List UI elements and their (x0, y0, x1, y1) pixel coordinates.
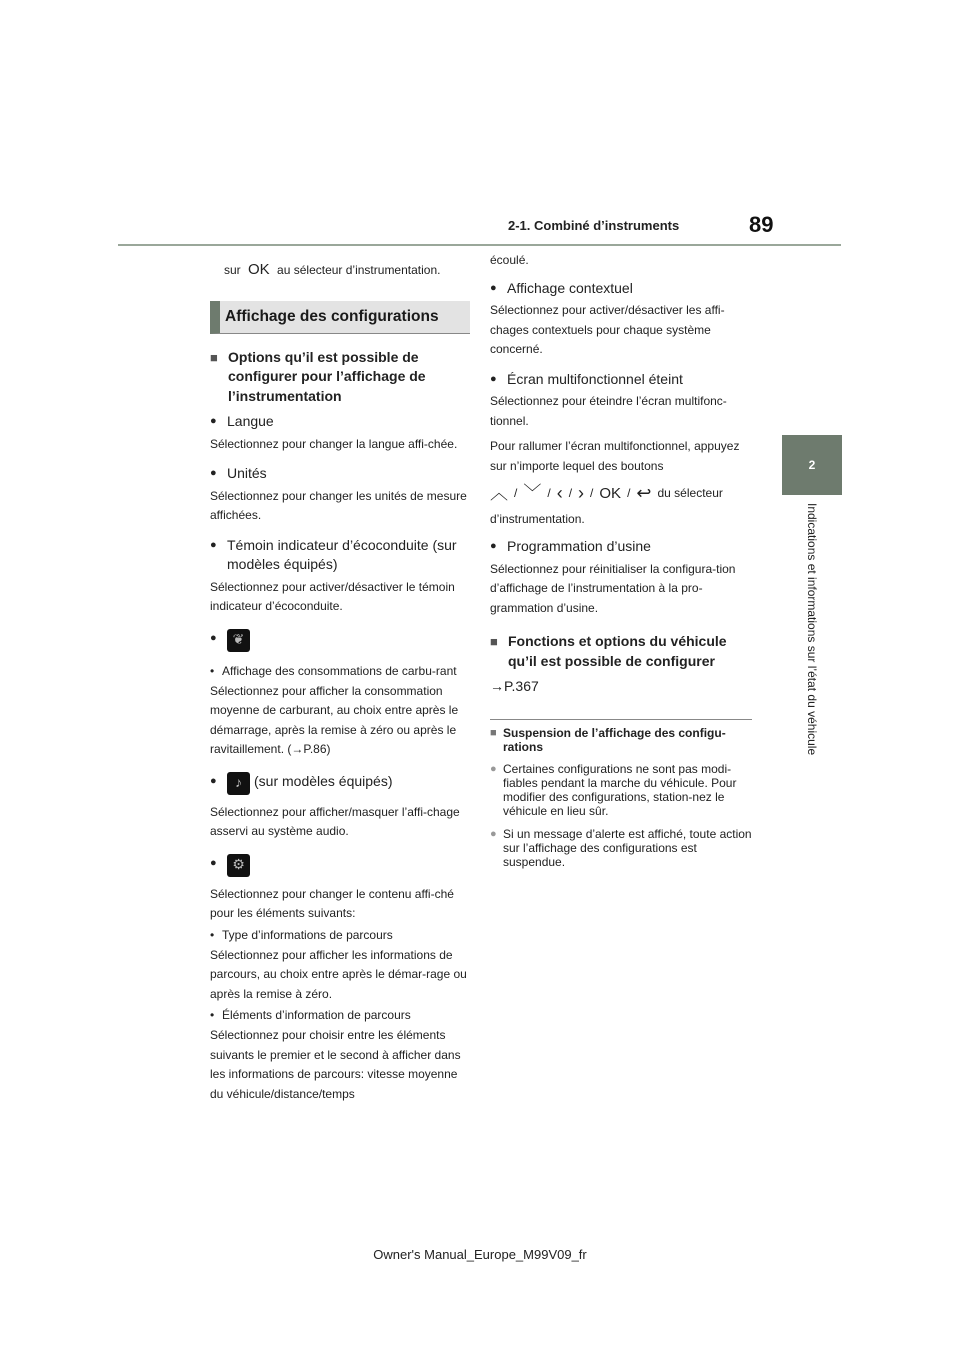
item-popup-text: Sélectionnez pour activer/désactiver les affi-chages contextuels pour chaque système concerné. (490, 303, 725, 356)
bullet-dot-icon: ● (210, 856, 217, 869)
footer-text: Owner's Manual_Europe_M99V09_fr (373, 1247, 587, 1262)
item-langue-text: Sélectionnez pour changer la langue affi-chée. (210, 436, 458, 451)
chapter-side-title (797, 503, 827, 793)
square-bullet-icon: ■ (210, 349, 218, 365)
item-unites-text: Sélectionnez pour changer les unités de mesure affichées. (210, 488, 467, 522)
circle-bullet-icon: ● (490, 827, 497, 840)
left-chevron-icon: ‹ (556, 483, 563, 503)
selector-buttons: ︿ / ﹀ / ‹ / › / OK / ↩ du sélecteur (490, 483, 723, 503)
ok-button-icon: OK (599, 485, 622, 502)
item-popup: ● Affichage contextuel (490, 279, 752, 299)
item-trip-sub1: • Type d’informations de parcours (210, 927, 393, 942)
item-screen-off: ● Écran multifonctionnel éteint (490, 370, 752, 390)
continued-text: écoulé. (490, 253, 529, 267)
chapter-tab (782, 435, 842, 495)
bullet-dot-icon: ● (210, 631, 217, 644)
item-factory: ● Programmation d’usine (490, 537, 752, 557)
chapter-number: 2 (808, 458, 816, 472)
intro-line: sur OK au sélecteur d’instrumentation. (224, 261, 441, 278)
right-column (490, 251, 752, 878)
item-trip-sub2: • Éléments d’information de parcours (210, 1008, 411, 1022)
small-bullet-icon: • (210, 927, 215, 942)
note-divider (490, 719, 752, 720)
small-bullet-icon: • (210, 663, 215, 678)
leaf-icon: ❦ (227, 629, 250, 652)
item-factory-text: Sélectionnez pour réinitialiser la configura-tion d’affichage de l’instrumentation à la pro-grammation d’usine. (490, 561, 736, 615)
back-arrow-icon: ↩ (636, 483, 652, 503)
circle-bullet-icon: ● (490, 762, 497, 775)
note-item-2: ● Si un message d’alerte est affiché, toute action sur l’affichage des configurations est suspendue. (490, 826, 752, 869)
item-unites: ● Unités (210, 464, 470, 484)
ok-button-icon: OK (248, 261, 270, 278)
trip-info-icon: ⚙ (227, 854, 250, 877)
item-eco: ● Témoin indicateur d’écoconduite (sur modèles équipés) (210, 536, 470, 575)
note-heading: ■ Suspension de l’affichage des configu-rations (490, 725, 726, 754)
section-heading: Affichage des configurations (210, 301, 470, 334)
item-eco-text: Sélectionnez pour activer/désactiver le témoin indicateur d’écoconduite. (210, 579, 455, 613)
header-section-title: 2-1. Combiné d’instruments (508, 218, 680, 233)
bullet-dot-icon: ● (490, 281, 497, 294)
vehicle-page-ref: →P.367 (490, 678, 539, 694)
item-fuel-icon (210, 629, 470, 652)
item-trip-text: Sélectionnez pour changer le contenu affi-ché pour les éléments suivants: (210, 886, 454, 920)
item-screen-off-text: Sélectionnez pour éteindre l’écran multifonc-tionnel. (490, 394, 727, 428)
bullet-dot-icon: ● (490, 372, 497, 385)
down-chevron-icon: ﹀ (523, 483, 542, 503)
note-item-1: ● Certaines configurations ne sont pas modi-fiables pendant la marche du véhicule. Pour modifier des configurations, station-nez le véhicule en lieu sûr. (490, 761, 737, 818)
subheading-options: ■ Options qu’il est possible de configurer pour l’affichage de l’instrumentation (210, 348, 470, 407)
bullet-dot-icon: ● (210, 538, 217, 551)
item-trip-icon (210, 854, 470, 877)
item-audio-text: Sélectionnez pour afficher/masquer l’affi-chage asservi au système audio. (210, 804, 460, 838)
small-bullet-icon: • (210, 1008, 215, 1022)
bullet-dot-icon: ● (490, 540, 497, 552)
square-bullet-icon: ■ (490, 726, 497, 739)
item-fuel-sub: • Affichage des consommations de carbu-rant (210, 663, 457, 678)
bullet-dot-icon: ● (210, 415, 217, 427)
subheading-vehicle: ■ Fonctions et options du véhicule qu’il est possible de configurer (490, 632, 752, 671)
up-chevron-icon: ︿ (490, 483, 508, 503)
item-langue: ● Langue (210, 412, 470, 432)
item-trip-sub1-text: Sélectionnez pour afficher les informations de parcours, au choix entre après le démar-rage ou après la remise à zéro. (210, 947, 467, 1001)
right-chevron-icon: › (578, 483, 585, 503)
left-column (210, 260, 470, 1104)
relight-text: Pour rallumer l’écran multifonctionnel, appuyez sur n’importe lequel des boutons (490, 439, 740, 473)
item-fuel-text: Sélectionnez pour afficher la consommation moyenne de carburant, au choix entre après le démarrage, après la remise à zéro ou après le ravitaillement. (→P.86) (210, 683, 459, 756)
item-trip-sub2-text: Sélectionnez pour choisir entre les éléments suivants le premier et le second à afficher dans les informations de parcours: vitesse moyenne du véhicule/distance/temps (210, 1028, 461, 1101)
chapter-title: Indications et informations sur l’état du véhicule (805, 503, 819, 756)
music-note-icon: ♪ (227, 772, 250, 795)
bullet-dot-icon: ● (210, 467, 217, 479)
header-rule (118, 244, 841, 246)
bullet-dot-icon: ● (210, 774, 217, 787)
square-bullet-icon: ■ (490, 634, 498, 649)
page-number: 89 (749, 212, 774, 237)
item-audio: ● ♪ (sur modèles équipés) (210, 772, 470, 795)
relight-end: d’instrumentation. (490, 511, 585, 526)
